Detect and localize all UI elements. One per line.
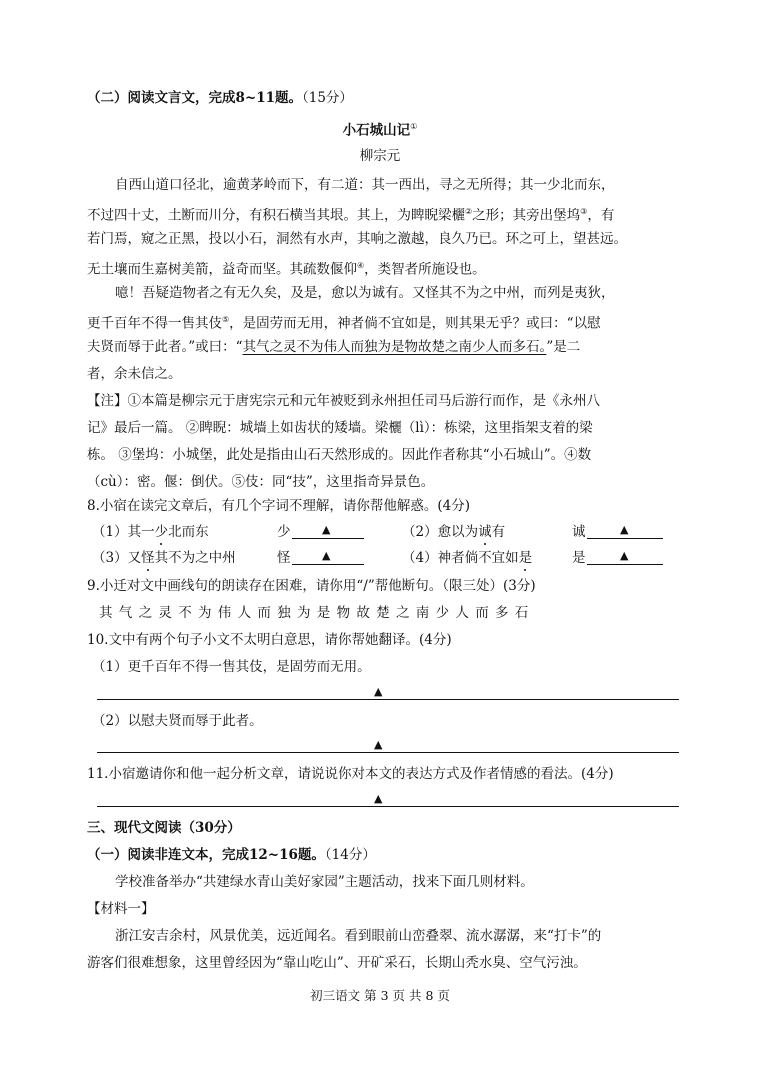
title-footnote-mark: ① [410, 122, 418, 131]
footnote-mark-2: ② [465, 207, 473, 216]
section-heading-score: （15分） [302, 90, 353, 106]
section-heading [87, 88, 353, 108]
p1-line2-b: 之形；其旁出堡坞 [472, 207, 581, 224]
answer-marker-icon: ▲ [620, 523, 629, 536]
section3-subheading-title: （一）阅读非连文本，完成12~16题。 [87, 847, 325, 863]
q9-sentence[interactable]: 其气之灵不为伟人而独为是物故楚之南少人而多石 [99, 605, 535, 621]
p1-line2 [87, 202, 614, 226]
q8-item-4-word: 是 [572, 550, 586, 566]
p1-line3: 若门焉，窥之正黑，投以小石，洞然有水声，其响之激越，良久乃已。环之可上，望甚远。 [87, 231, 627, 247]
p1-line4-b: ，类智者所施设也。 [364, 261, 486, 278]
q8-item-2-pre: （2）愈以为 [402, 524, 479, 540]
p2-line3-a: 夫贤而辱于此者。”或曰：“ [87, 339, 243, 355]
q10-answer-line-1[interactable] [97, 699, 679, 700]
answer-marker-icon: ▲ [620, 549, 629, 562]
underlined-sentence: 其气之灵不为伟人而独为是物故楚之南少人而多石。 [242, 339, 547, 355]
section3-subheading-score: （14分） [324, 847, 376, 863]
p2-line3-c: ”是二 [546, 339, 581, 355]
q8-item-1-post: 北而东 [168, 524, 209, 540]
footnote-mark-4: ④ [357, 261, 365, 270]
answer-marker-icon: ▲ [374, 738, 383, 751]
q8-stem: 8.小宿在读完文章后，有几个字词不理解，请你帮他解惑。(4分) [87, 498, 471, 514]
q8-item-1-key: 少 [154, 524, 169, 540]
q11-stem: 11.小宿邀请你和他一起分析文章，请说说你对本文的表达方式及作者情感的看法。(4分) [87, 766, 614, 782]
q8-item-3 [92, 548, 236, 568]
section3-heading: 三、现代文阅读（30分） [87, 820, 241, 836]
p2-line2-b: ，是固劳而无用，神者倘不宜如是，则其果无乎？或曰：“以慰 [229, 315, 601, 332]
notes-line4: （cù）：密。偃：倒伏。⑤伎：同“技”，这里指奇异景色。 [87, 474, 435, 490]
answer-marker-icon: ▲ [322, 523, 331, 536]
page-footer: 初三语文 第 3 页 共 8 页 [310, 988, 450, 1003]
material1-line2: 游客们很难想象，这里曾经因为“靠山吃山”、开矿采石，长期山秃水臭、空气污浊。 [87, 955, 587, 971]
answer-marker-icon: ▲ [374, 685, 383, 698]
q8-item-4-pre: （4）神者倘不宜如 [402, 550, 519, 566]
answer-marker-icon: ▲ [322, 549, 331, 562]
q8-item-3-post: 其不为之中州 [154, 550, 236, 566]
q9-stem: 9.小迁对文中画线句的朗读存在困难，请你用“/”帮他断句。（限三处）(3分) [87, 578, 536, 594]
p2-line2-a: 更千百年不得一售其伎 [87, 315, 222, 332]
p1-line1: 自西山道口径北，逾黄茅岭而下，有二道：其一西出，寻之无所得；其一少北而东， [115, 177, 615, 193]
q10-sentence-2: （2）以慰夫贤而辱于此者。 [92, 713, 263, 729]
section-heading-title: （二）阅读文言文，完成8~11题。 [87, 90, 302, 106]
p1-line2-c: ，有 [587, 207, 615, 224]
notes-line2: 记》最后一篇。 ②睥睨：城墙上如齿状的矮墙。梁欐（lì）：栋梁，这里指架支着的梁 [87, 420, 593, 436]
section3-subheading [87, 845, 376, 865]
q8-item-2-post: 有 [491, 524, 506, 540]
section3-intro: 学校准备举办“共建绿水青山美好家园”主题活动，找来下面几则材料。 [115, 874, 534, 890]
p1-line2-a: 不过四十丈，土断而川分，有积石横当其垠。其上，为睥睨梁欐 [87, 207, 465, 224]
q10-answer-line-2[interactable] [97, 752, 679, 753]
footnote-mark-3: ③ [580, 207, 588, 216]
notes-line3: 栋。 ③堡坞：小城堡，此处是指由山石天然形成的。因此作者称其“小石城山”。④数 [87, 447, 592, 463]
q8-item-4 [402, 548, 532, 568]
q8-item-1-pre: （1）其一 [92, 524, 155, 540]
p2-line2 [87, 310, 601, 334]
passage-title [0, 117, 760, 141]
q8-item-4-key: 是 [518, 550, 533, 566]
answer-marker-icon: ▲ [374, 792, 383, 805]
material-label: 【材料一】 [87, 901, 155, 917]
footnote-mark-5: ⑤ [222, 315, 230, 324]
p2-line3 [87, 337, 580, 357]
q8-item-1-word: 少 [277, 524, 291, 540]
notes-line1: 【注】①本篇是柳宗元于唐宪宗元和元年被贬到永州担任司马后游行而作，是《永州八 [87, 393, 600, 409]
p1-line4 [87, 256, 486, 280]
q8-item-2-word: 诚 [572, 524, 586, 540]
p2-line4: 者，余未信之。 [87, 366, 182, 382]
q8-item-2-key: 诚 [478, 524, 492, 540]
passage-author: 柳宗元 [359, 148, 401, 164]
material1-line1: 浙江安吉余村，风景优美，远近闻名。看到眼前山峦叠翠、流水潺潺，来“打卡”的 [115, 928, 602, 944]
q8-item-3-key: 怪 [141, 550, 155, 566]
q8-item-1 [92, 522, 209, 542]
q8-item-2 [402, 522, 505, 542]
p1-line4-a: 无土壤而生嘉树美箭，益奇而坚。其疏数偃仰 [87, 261, 357, 278]
q8-item-3-pre: （3）又 [92, 550, 142, 566]
q11-answer-line[interactable] [97, 806, 679, 807]
p2-line1: 噫！吾疑造物者之有无久矣，及是，愈以为诚有。又怪其不为之中州，而列是夷狄， [115, 285, 615, 301]
passage-title-text: 小石城山记 [342, 122, 411, 139]
q8-item-3-word: 怪 [277, 550, 291, 566]
q10-stem: 10.文中有两个句子小文不太明白意思，请你帮她翻译。(4分) [87, 632, 452, 648]
q10-sentence-1: （1）更千百年不得一售其伎，是固劳而无用。 [92, 659, 371, 675]
